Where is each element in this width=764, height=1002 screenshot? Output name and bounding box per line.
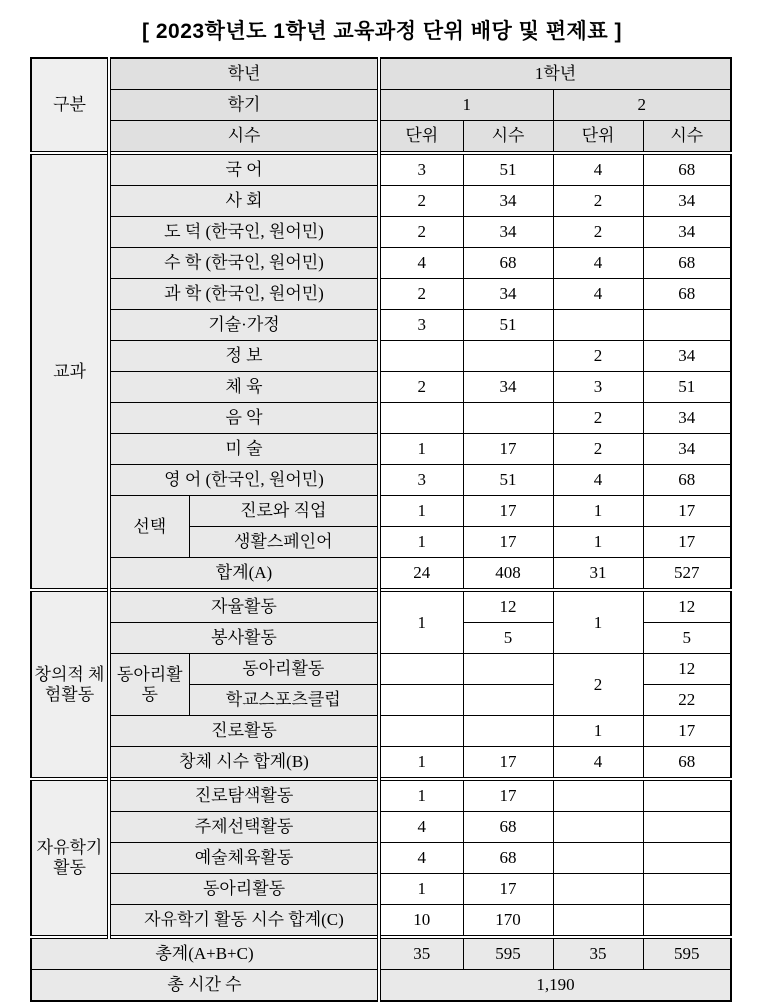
row-career-job [31, 496, 731, 527]
row-grand-total [31, 937, 731, 970]
hours-value: 51 [463, 465, 553, 496]
unit-value [553, 812, 643, 843]
hours-value [643, 843, 731, 874]
unit-value: 35 [553, 937, 643, 970]
hours-value [463, 716, 553, 747]
hours-value: 68 [463, 812, 553, 843]
hours-label: 시수 [109, 121, 379, 154]
row-subjects-total [31, 558, 731, 591]
subject-label: 체 육 [109, 372, 379, 403]
hours-value: 17 [643, 527, 731, 558]
unit-value: 2 [379, 279, 463, 310]
section-free-semester: 자유학기 활동 [31, 779, 109, 937]
activity-label: 자율활동 [109, 590, 379, 623]
hours-value: 68 [643, 465, 731, 496]
subject-label: 생활스페인어 [189, 527, 379, 558]
hours-value: 51 [463, 153, 553, 186]
unit-value [553, 905, 643, 938]
grade-value: 1학년 [379, 58, 731, 90]
row-career-activity [31, 716, 731, 747]
unit-value: 4 [553, 248, 643, 279]
section-creative: 창의적 체험활동 [31, 590, 109, 779]
unit-value: 2 [553, 654, 643, 716]
unit-value [379, 716, 463, 747]
grade-label: 학년 [109, 58, 379, 90]
curriculum-table [30, 57, 732, 1002]
unit-value: 1 [379, 496, 463, 527]
unit-value: 2 [379, 372, 463, 403]
activity-label: 봉사활동 [109, 623, 379, 654]
free-semester-total-label: 자유학기 활동 시수 합계(C) [109, 905, 379, 938]
unit-value [379, 403, 463, 434]
row-korean [31, 153, 731, 186]
subject-label: 수 학 (한국인, 원어민) [109, 248, 379, 279]
unit-value [379, 654, 463, 685]
hours-value: 527 [643, 558, 731, 591]
header-row-grade [31, 58, 731, 90]
hours-value: 5 [463, 623, 553, 654]
hours-value: 34 [643, 341, 731, 372]
hours-value: 34 [643, 186, 731, 217]
row-topic-select [31, 812, 731, 843]
hours-value [643, 812, 731, 843]
row-math [31, 248, 731, 279]
unit-value: 1 [379, 590, 463, 654]
unit-value: 1 [553, 527, 643, 558]
unit-value [553, 843, 643, 874]
hours-value: 595 [463, 937, 553, 970]
subject-label: 미 술 [109, 434, 379, 465]
hours-value: 34 [643, 403, 731, 434]
hours-value: 595 [643, 937, 731, 970]
hours-header-s1: 시수 [463, 121, 553, 154]
row-art [31, 434, 731, 465]
row-free-club [31, 874, 731, 905]
creative-total-label: 창체 시수 합계(B) [109, 747, 379, 780]
category-header: 구분 [31, 58, 109, 153]
hours-value: 12 [643, 590, 731, 623]
unit-value: 3 [379, 153, 463, 186]
hours-value [463, 654, 553, 685]
hours-value: 68 [643, 153, 731, 186]
hours-header-s2: 시수 [643, 121, 731, 154]
hours-value: 17 [643, 496, 731, 527]
hours-value: 17 [463, 779, 553, 812]
row-career-search [31, 779, 731, 812]
unit-value: 4 [379, 248, 463, 279]
subject-label: 영 어 (한국인, 원어민) [109, 465, 379, 496]
club-group-label: 동아리활동 [109, 654, 189, 716]
hours-value: 12 [463, 590, 553, 623]
row-social [31, 186, 731, 217]
unit-value [553, 779, 643, 812]
hours-value: 34 [643, 217, 731, 248]
unit-value: 4 [553, 153, 643, 186]
subject-label: 사 회 [109, 186, 379, 217]
hours-value: 17 [463, 527, 553, 558]
total-hours-value: 1,190 [379, 970, 731, 1002]
activity-label: 예술체육활동 [109, 843, 379, 874]
total-hours-label: 총 시간 수 [31, 970, 379, 1002]
unit-value: 1 [553, 590, 643, 654]
hours-value: 17 [643, 716, 731, 747]
hours-value: 34 [463, 372, 553, 403]
hours-value: 68 [643, 279, 731, 310]
section-subjects: 교과 [31, 153, 109, 590]
unit-value [553, 310, 643, 341]
hours-value: 17 [463, 874, 553, 905]
hours-value [463, 685, 553, 716]
unit-value: 1 [553, 716, 643, 747]
hours-value [463, 403, 553, 434]
page-title: [ 2023학년도 1학년 교육과정 단위 배당 및 편제표 ] [142, 20, 622, 43]
row-arts-pe [31, 843, 731, 874]
row-music [31, 403, 731, 434]
hours-value: 17 [463, 434, 553, 465]
activity-label: 진로활동 [109, 716, 379, 747]
row-informatics [31, 341, 731, 372]
row-tech-home [31, 310, 731, 341]
subject-label: 정 보 [109, 341, 379, 372]
activity-label: 동아리활동 [189, 654, 379, 685]
activity-label: 동아리활동 [109, 874, 379, 905]
hours-value: 68 [463, 248, 553, 279]
hours-value: 170 [463, 905, 553, 938]
hours-value: 68 [643, 248, 731, 279]
row-english [31, 465, 731, 496]
row-autonomy [31, 590, 731, 623]
hours-value [643, 874, 731, 905]
subjects-total-label: 합계(A) [109, 558, 379, 591]
hours-value [643, 905, 731, 938]
unit-value: 10 [379, 905, 463, 938]
hours-value: 34 [463, 217, 553, 248]
unit-value: 2 [379, 186, 463, 217]
header-row-semester [31, 90, 731, 121]
unit-value: 1 [379, 779, 463, 812]
subject-label: 과 학 (한국인, 원어민) [109, 279, 379, 310]
hours-value: 68 [463, 843, 553, 874]
row-science [31, 279, 731, 310]
unit-value: 4 [379, 843, 463, 874]
unit-value [379, 341, 463, 372]
unit-value: 2 [553, 217, 643, 248]
hours-value: 17 [463, 496, 553, 527]
row-creative-total [31, 747, 731, 780]
unit-value: 2 [553, 403, 643, 434]
unit-header-s2: 단위 [553, 121, 643, 154]
hours-value: 5 [643, 623, 731, 654]
unit-value [379, 685, 463, 716]
unit-value [553, 874, 643, 905]
row-pe [31, 372, 731, 403]
unit-value: 35 [379, 937, 463, 970]
subject-label: 음 악 [109, 403, 379, 434]
row-club [31, 654, 731, 685]
unit-value: 4 [553, 279, 643, 310]
hours-value: 17 [463, 747, 553, 780]
unit-value: 4 [553, 465, 643, 496]
unit-value: 24 [379, 558, 463, 591]
unit-value: 3 [379, 465, 463, 496]
hours-value: 12 [643, 654, 731, 685]
subject-label: 도 덕 (한국인, 원어민) [109, 217, 379, 248]
unit-value: 1 [379, 527, 463, 558]
select-group-label: 선택 [109, 496, 189, 558]
hours-value: 408 [463, 558, 553, 591]
unit-value: 3 [379, 310, 463, 341]
unit-value: 3 [553, 372, 643, 403]
hours-value: 68 [643, 747, 731, 780]
unit-value: 31 [553, 558, 643, 591]
hours-value: 34 [463, 279, 553, 310]
unit-value: 4 [553, 747, 643, 780]
row-total-hours [31, 970, 731, 1002]
unit-header-s1: 단위 [379, 121, 463, 154]
activity-label: 진로탐색활동 [109, 779, 379, 812]
hours-value [463, 341, 553, 372]
subject-label: 진로와 직업 [189, 496, 379, 527]
row-ethics [31, 217, 731, 248]
grand-total-label: 총계(A+B+C) [31, 937, 379, 970]
hours-value: 51 [463, 310, 553, 341]
hours-value: 51 [643, 372, 731, 403]
unit-value: 4 [379, 812, 463, 843]
hours-value: 34 [643, 434, 731, 465]
semester-2: 2 [553, 90, 731, 121]
hours-value [643, 310, 731, 341]
subject-label: 기술·가정 [109, 310, 379, 341]
hours-value: 34 [463, 186, 553, 217]
header-row-hours [31, 121, 731, 154]
semester-label: 학기 [109, 90, 379, 121]
semester-1: 1 [379, 90, 553, 121]
hours-value: 22 [643, 685, 731, 716]
unit-value: 2 [553, 186, 643, 217]
unit-value: 1 [553, 496, 643, 527]
unit-value: 2 [553, 434, 643, 465]
unit-value: 1 [379, 434, 463, 465]
activity-label: 주제선택활동 [109, 812, 379, 843]
row-free-semester-total [31, 905, 731, 938]
unit-value: 1 [379, 874, 463, 905]
hours-value [643, 779, 731, 812]
unit-value: 2 [379, 217, 463, 248]
unit-value: 2 [553, 341, 643, 372]
activity-label: 학교스포츠클럽 [189, 685, 379, 716]
subject-label: 국 어 [109, 153, 379, 186]
unit-value: 1 [379, 747, 463, 780]
